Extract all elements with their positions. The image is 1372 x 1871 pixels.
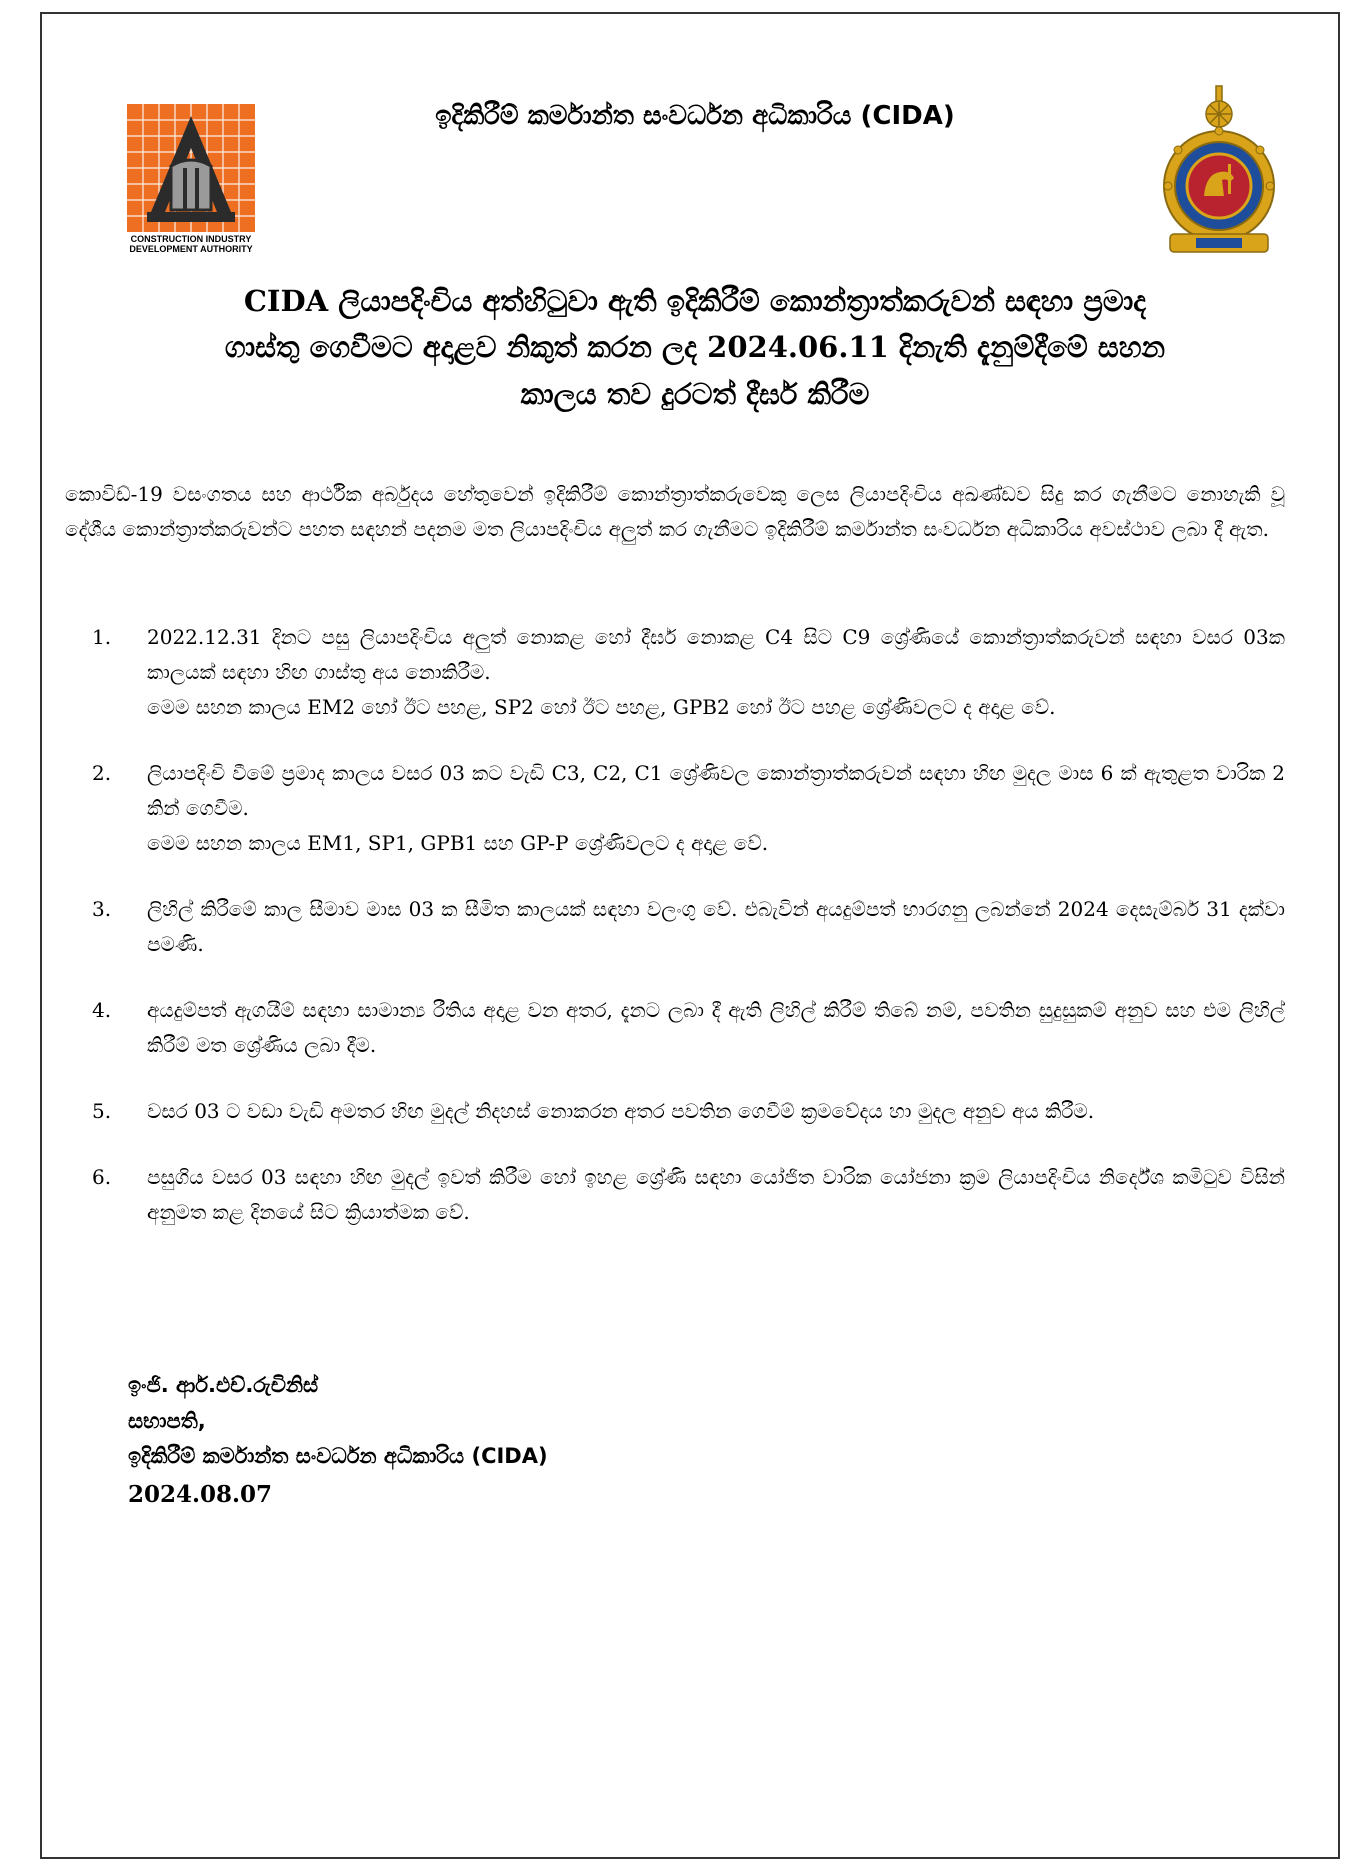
logo-text-line-1: CONSTRUCTION INDUSTRY	[130, 234, 252, 244]
point-number: 1.	[92, 625, 112, 649]
document-title	[140, 278, 1250, 417]
point-note: මෙම සහන කාලය EM1, SP1, GPB1 සහ GP-P ශ්‍රේණිවලට ද අදාළ වේ.	[147, 831, 769, 855]
point-number: 3.	[92, 897, 112, 921]
point-text: අයදුම්පත් ඇගයීම් සඳහා සාමාන්‍ය රීතිය අදාළ වන අතර, දැනට ලබා දී ඇති ලිහිල් කිරීම් තිබේ නම්, පවතින සුදුසුකම් අනුව සහ එම ලිහිල් කිරීම් මත ශ්‍රේණිය ලබා දීම.	[147, 998, 1285, 1057]
numbered-points	[92, 620, 1285, 1261]
point-number: 5.	[92, 1099, 112, 1123]
title-line: කාලය තව දුරටත් දීර්ඝ කිරීම	[520, 376, 870, 411]
point-text: වසර 03 ට වඩා වැඩි අමතර හිඟ මුදල් නිදහස් නොකරන අතර පවතින ගෙවීම් ක්‍රමවේදය හා මුදල අනුව අය කිරීම.	[147, 1099, 1095, 1123]
signatory-position: සභාපති,	[128, 1408, 206, 1433]
point-text: 2022.12.31 දිනට පසු ලියාපදිංචිය අලුත් නොකළ හෝ දීර්ඝ නොකළ C4 සිට C9 ශ්‍රේණියේ කොන්ත්‍රාත්කරුවන් සඳහා වසර 03ක කාලයක් සඳහා හිඟ ගාස්තු අය නොකිරීම.	[147, 625, 1285, 684]
point-item	[92, 892, 1285, 962]
cida-logo	[127, 104, 255, 254]
signature-block	[128, 1368, 928, 1514]
logo-text-line-2: DEVELOPMENT AUTHORITY	[129, 244, 253, 254]
point-item	[92, 1160, 1285, 1230]
point-text: පසුගිය වසර 03 සඳහා හිඟ මුදල් ඉවත් කිරීම හෝ ඉහළ ශ්‍රේණි සඳහා යෝජිත වාරික යෝජනා ක්‍රම ලියාපදිංචිය නිර්දේශ කමිටුව විසින් අනුමත කළ දිනයේ සිට ක්‍රියාත්මක වේ.	[147, 1165, 1285, 1224]
signature-date: 2024.08.07	[128, 1481, 273, 1509]
point-number: 6.	[92, 1165, 112, 1189]
title-line: ගාස්තු ගෙවීමට අදාළව නිකුත් කරන ලද 2024.06.11 දිනැති දැනුම්දීමේ සහන	[224, 330, 1166, 365]
point-number: 2.	[92, 761, 112, 785]
point-text: ලිහිල් කිරීමේ කාල සීමාව මාස 03 ක සීමිත කාලයක් සඳහා වලංගු වේ. එබැවින් අයදුම්පත් භාරගනු ලබන්නේ 2024 දෙසැම්බර් 31 දක්වා පමණි.	[147, 897, 1285, 956]
point-item	[92, 993, 1285, 1063]
point-item	[92, 620, 1285, 725]
signatory-name: ඉංජි. ආර්.එච්.රුචිනිස්	[128, 1373, 319, 1397]
intro-paragraph: කොවිඩ්-19 වසංගතය සහ ආර්ථික අර්බුදය හේතුවෙන් ඉදිකිරීම් කොන්ත්‍රාත්කරුවෙකු ලෙස ලියාපදිංචිය අඛණ්ඩව සිදු කර ගැනීමට නොහැකි වූ දේශීය කොන්ත්‍රාත්කරුවන්ට පහත සඳහන් පදනම මත ලියාපදිංචිය අලුත් කර ගැනීමට ඉදිකිරීම් කර්මාන්ත සංවර්ධන අධිකාරිය අවස්ථාව ලබා දී ඇත.	[65, 482, 1285, 541]
sri-lanka-emblem	[1160, 84, 1278, 256]
point-item	[92, 1094, 1285, 1129]
signatory-org: ඉදිකිරීම් කර්මාන්ත සංවර්ධන අධිකාරිය (CIDA)	[128, 1444, 548, 1469]
point-note: මෙම සහන කාලය EM2 හෝ ඊට පහළ, SP2 හෝ ඊට පහළ, GPB2 හෝ ඊට පහළ ශ්‍රේණිවලට ද අදාළ වේ.	[147, 695, 1056, 719]
point-number: 4.	[92, 998, 112, 1022]
title-line: CIDA ලියාපදිංචිය අත්හිටුවා ඇති ඉදිකිරීම් කොන්ත්‍රාත්කරුවන් සඳහා ප්‍රමාද	[243, 284, 1147, 318]
org-heading: ඉදිකිරීම් කර්මාන්ත සංවර්ධන අධිකාරිය (CIDA)	[435, 101, 955, 131]
point-item	[92, 756, 1285, 861]
point-text: ලියාපදිංචි වීමේ ප්‍රමාද කාලය වසර 03 කට වැඩි C3, C2, C1 ශ්‍රේණිවල කොන්ත්‍රාත්කරුවන් සඳහා හිඟ මුදල මාස 6 ක් ඇතුළත වාරික 2 කින් ගෙවීම.	[147, 761, 1285, 820]
